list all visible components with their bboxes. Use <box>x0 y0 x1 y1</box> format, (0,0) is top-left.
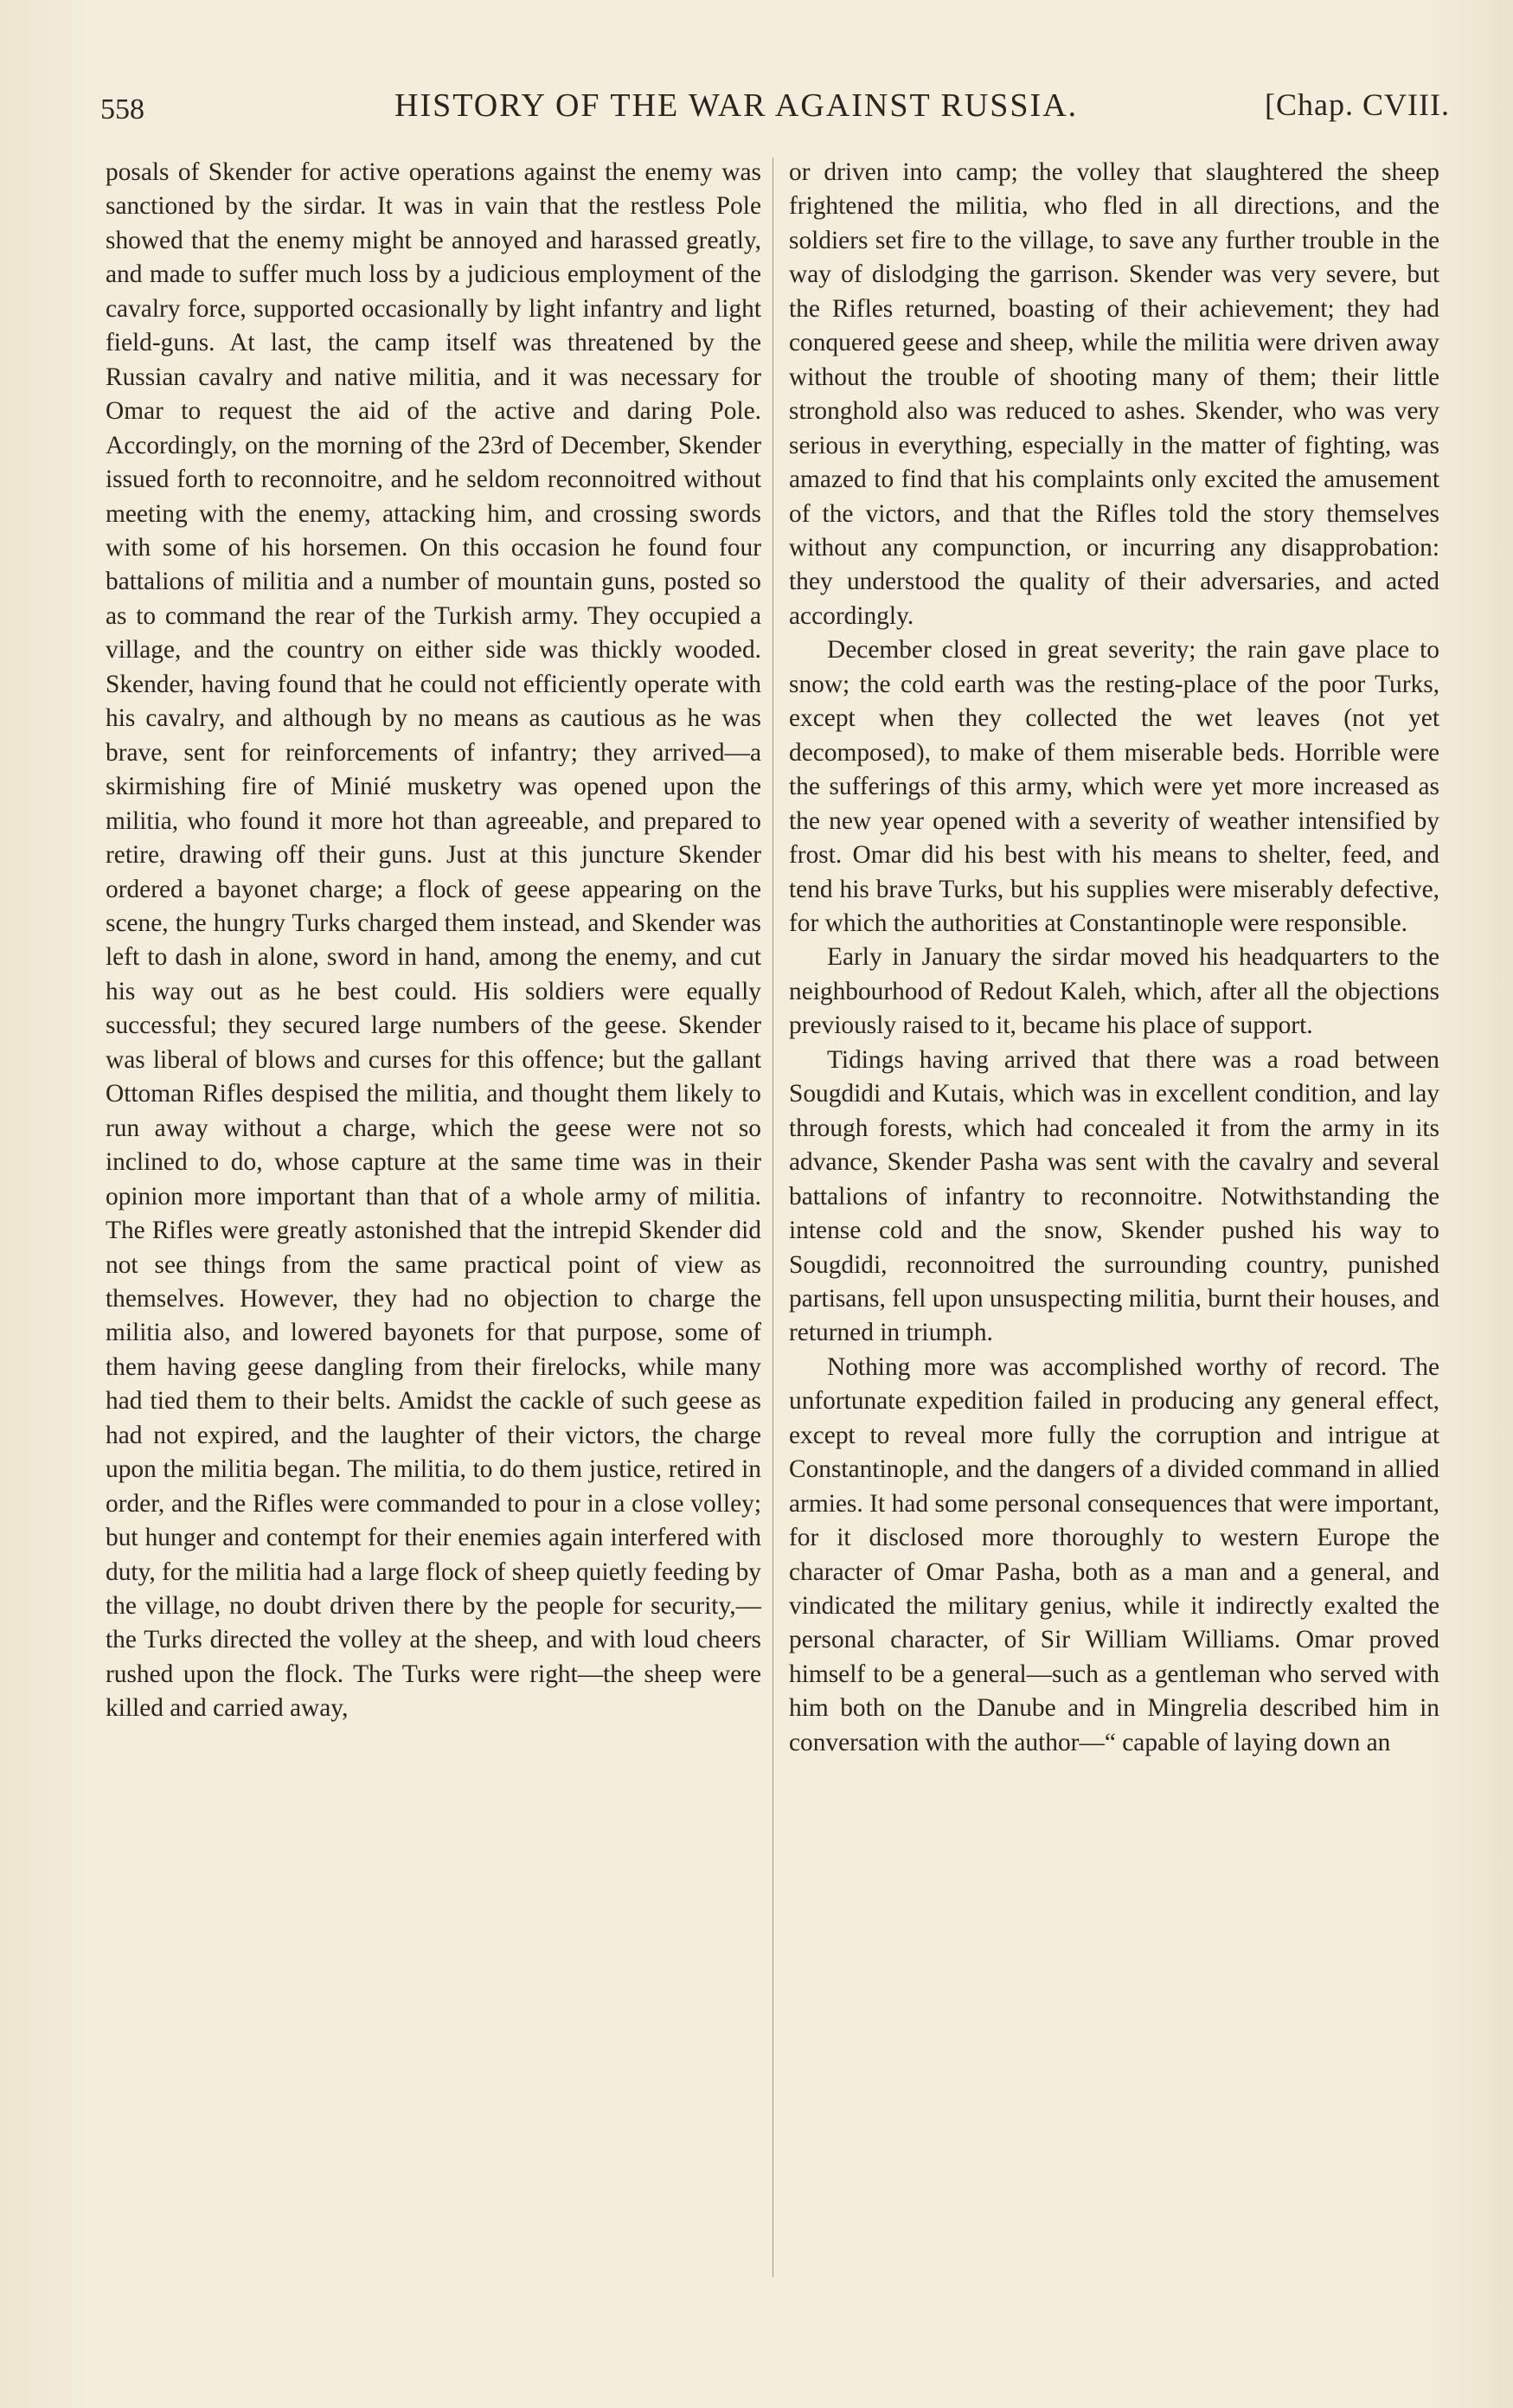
chapter-reference: [Chap. CVIII. <box>1265 87 1450 122</box>
left-column <box>106 156 761 1726</box>
page-number: 558 <box>100 93 144 125</box>
right-paragraph-3: Early in January the sirdar moved his headquarters to the neighbourhood of Redout Kaleh, which, after all the objections previously raised to it, became his place of support. <box>789 943 1439 1040</box>
right-paragraph-1: or driven into camp; the volley that slaughtered the sheep frightened the militia, who fled in all directions, and the soldiers set fire to the village, to save any further trouble in the way of dislodging the garrison. Skender was very severe, but the Rifles returned, boasting of their achievement; they had conquered geese and sheep, while the militia were driven away without the trouble of shooting many of them; their little stronghold also was reduced to ashes. Skender, who was very serious in everything, especially in the matter of fighting, was amazed to find that his complaints only excited the amusement of the victors, and that the Rifles told the story themselves without any compunction, or incurring any disapprobation: they understood the quality of their adversaries, and acted accordingly. <box>789 158 1439 630</box>
running-header <box>100 83 1450 126</box>
right-paragraph-4: Tidings having arrived that there was a road between Sougdidi and Kutais, which was in excellent condition, and lay through forests, which had concealed it from the army in its advance, Skender Pasha was sent with the cavalry and several battalions of infantry to reconnoitre. Notwithstanding the intense cold and the snow, Skender pushed his way to Sougdidi, reconnoitred the surrounding country, punished partisans, fell upon unsuspecting militia, burnt their houses, and returned in triumph. <box>789 1045 1439 1347</box>
right-column <box>789 156 1439 1760</box>
right-paragraph-5: Nothing more was accomplished worthy of record. The unfortunate expedition failed in producing any general effect, except to reveal more fully the corruption and intrigue at Constantinople, and the dangers of a divided command in allied armies. It had some personal consequences that were important, for it disclosed more thoroughly to western Europe the character of Omar Pasha, both as a man and a general, and vindicated the military genius, while it indirectly exalted the personal character, of Sir William Williams. Omar proved himself to be a general—such as a gentleman who served with him both on the Danube and in Mingrelia described him in conversation with the author—“ capable of laying down an <box>789 1352 1439 1756</box>
running-title: HISTORY OF THE WAR AGAINST RUSSIA. <box>394 87 1079 124</box>
left-paragraph-1: posals of Skender for active operations against the enemy was sanctioned by the sirdar. It was in vain that the restless Pole showed that the enemy might be annoyed and harassed greatly, and made to suffer much loss by a judicious employment of the cavalry force, supported occasionally by light infantry and light field-guns. At last, the camp itself was threatened by the Russian cavalry and native militia, and it was necessary for Omar to request the aid of the active and daring Pole. Accordingly, on the morning of the 23rd of December, Skender issued forth to reconnoitre, and he seldom reconnoitred without meeting with the enemy, attacking him, and crossing swords with some of his horsemen. On this occasion he found four battalions of militia and a number of mountain guns, posted so as to command the rear of the Turkish army. They occupied a village, and the country on either side was thickly wooded. Skender, having found that he could not efficiently operate with his cavalry, and although by no means as cautious as he was brave, sent for reinforcements of infantry; they arrived—a skirmishing fire of Minié musketry was opened upon the militia, who found it more hot than agreeable, and prepared to retire, drawing off their guns. Just at this juncture Skender ordered a bayonet charge; a flock of geese appearing on the scene, the hungry Turks charged them instead, and Skender was left to dash in alone, sword in hand, among the enemy, and cut his way out as he best could. His soldiers were equally successful; they secured large numbers of the geese. Skender was liberal of blows and curses for this offence; but the gallant Ottoman Rifles despised the militia, and thought them likely to run away without a charge, which the geese were not so inclined to do, whose capture at the same time was in their opinion more important than that of a whole army of militia. The Rifles were greatly astonished that the intrepid Skender did not see things from the same practical point of view as themselves. However, they had no objection to charge the militia also, and lowered bayonets for that purpose, some of them having geese dangling from their firelocks, while many had tied them to their belts. Amidst the cackle of such geese as had not expired, and the laughter of their victors, the charge upon the militia began. The militia, to do them justice, retired in order, and the Rifles were commanded to pour in a close volley; but hunger and contempt for their enemies again interfered with duty, for the militia had a large flock of sheep quietly feeding by the village, no doubt driven there by the people for security,—the Turks directed the volley at the sheep, and with loud cheers rushed upon the flock. The Turks were right—the sheep were killed and carried away, <box>106 158 761 1723</box>
right-paragraph-2: December closed in great severity; the rain gave place to snow; the cold earth was the resting-place of the poor Turks, except when they collected the wet leaves (not yet decomposed), to make of them miserable beds. Horrible were the sufferings of this army, which were yet more increased as the new year opened with a severity of weather intensified by frost. Omar did his best with his means to shelter, feed, and tend his brave Turks, but his supplies were miserably defective, for which the authorities at Constantinople were responsible. <box>789 636 1439 937</box>
